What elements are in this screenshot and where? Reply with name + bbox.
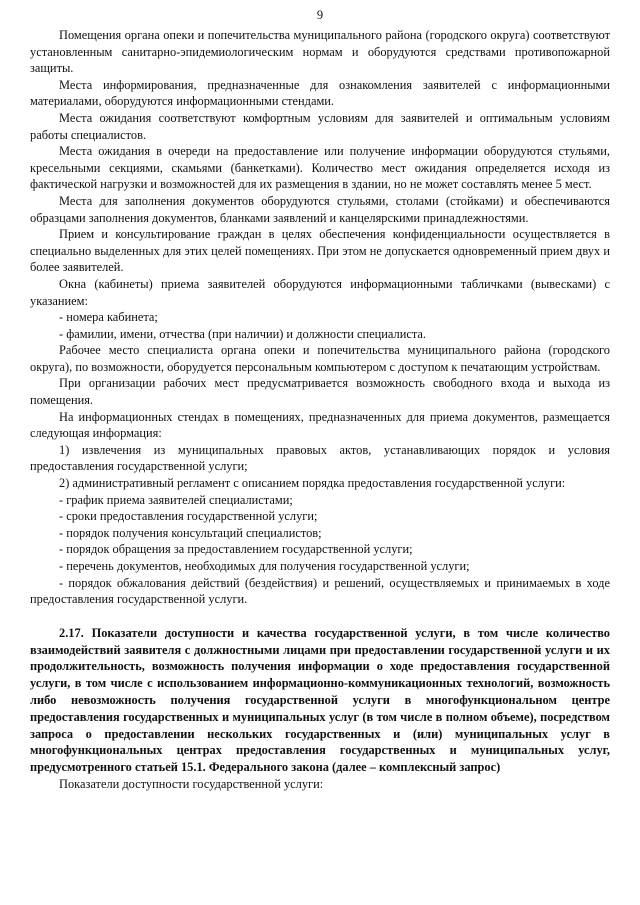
list-item: - сроки предоставления государственной услуги; [59,509,318,524]
list-item: - номера кабинета; [59,310,158,325]
list-item: - порядок обращения за предоставлением государственной услуги; [59,542,413,557]
list-item: - порядок получения консультаций специалистов; [59,525,322,540]
paragraph-reception: Прием и консультирование граждан в целях обеспечения конфиденциальности осуществляется в специально выделенных для этих целей помещениях. При этом не допускается одновременный прием двух и более заявителей. [30,227,610,275]
list-item: - порядок обжалования действий (бездействия) и решений, осуществляемых и принимаемых в ходе предоставления государственной услуги. [30,575,610,607]
list-item: - график приема заявителей специалистами; [59,492,293,507]
paragraph-waiting-places: Места ожидания соответствуют комфортным условиям для заявителей и оптимальным условиям работы специалистов. [30,110,610,142]
paragraph-premises: Помещения органа опеки и попечительства муниципального района (городского округа) соответствуют установленным санитарно-эпидемиологическим нормам и оборудуются средствами противопожарной защиты. [30,28,610,76]
paragraph-workplace: Рабочее место специалиста органа опеки и попечительства муниципального района (городского округа), по возможности, оборудуется персональным компьютером с доступом к печатающим устройствам. [30,343,610,374]
list-item: - перечень документов, необходимых для получения государственной услуги; [59,559,470,573]
paragraph-regulation: 2) административный регламент с описанием порядка предоставления государственной услуги: [59,476,566,491]
paragraph-extracts: 1) извлечения из муниципальных правовых актов, устанавливающих порядок и условия предоставления государственной услуги; [30,442,610,474]
paragraph-queue-places: Места ожидания в очереди на предоставление или получение информации оборудуются стульями, кресельными секциями, скамьями (банкетками). Количество мест ожидания определяется исходя из фактической нагрузки и возможностей для их размещения в здании, но не может составлять менее 5 мест. [30,144,610,192]
paragraph-windows: Окна (кабинеты) приема заявителей оборудуются информационными табличками (вывесками) с указанием: [30,276,610,308]
paragraph-indicators: Показатели доступности государственной услуги: [59,776,324,791]
section-heading-2-17: 2.17. Показатели доступности и качества государственной услуги, в том числе количество взаимодействий заявителя с должностными лицами при предоставлении государственной услуги и их продолжительность, возможность получения информации о ходе предоставления государственной услуги, в том числе с использованием информационно-коммуникационных технологий, возможность либо невозможность получения государственной услуги в многофункциональном центре предоставления государственных и муниципальных услуг (в том числе в полном объеме), посредством запроса о предоставлении нескольких государственных и (или) муниципальных услуг в многофункциональных центрах предоставления государственных и муниципальных услуг, предусмотренного статьей 15.1. Федерального закона (далее – комплексный запрос) [30,625,610,775]
paragraph-form-filling: Места для заполнения документов оборудуются стульями, столами (стойками) и обеспечиваются образцами заполнения документов, бланками заявлений и канцелярскими принадлежностями. [30,193,610,225]
page-number: 9 [316,8,324,22]
document-body [30,27,610,793]
paragraph-access: При организации рабочих мест предусматривается возможность свободного входа и выхода из помещения. [30,376,610,408]
list-item: - фамилии, имени, отчества (при наличии) и должности специалиста. [59,326,426,341]
paragraph-stands: На информационных стендах в помещениях, предназначенных для приема документов, размещается следующая информация: [30,409,610,441]
paragraph-info-places: Места информирования, предназначенные для ознакомления заявителей с информационными материалами, оборудуются информационными стендами. [30,77,610,109]
